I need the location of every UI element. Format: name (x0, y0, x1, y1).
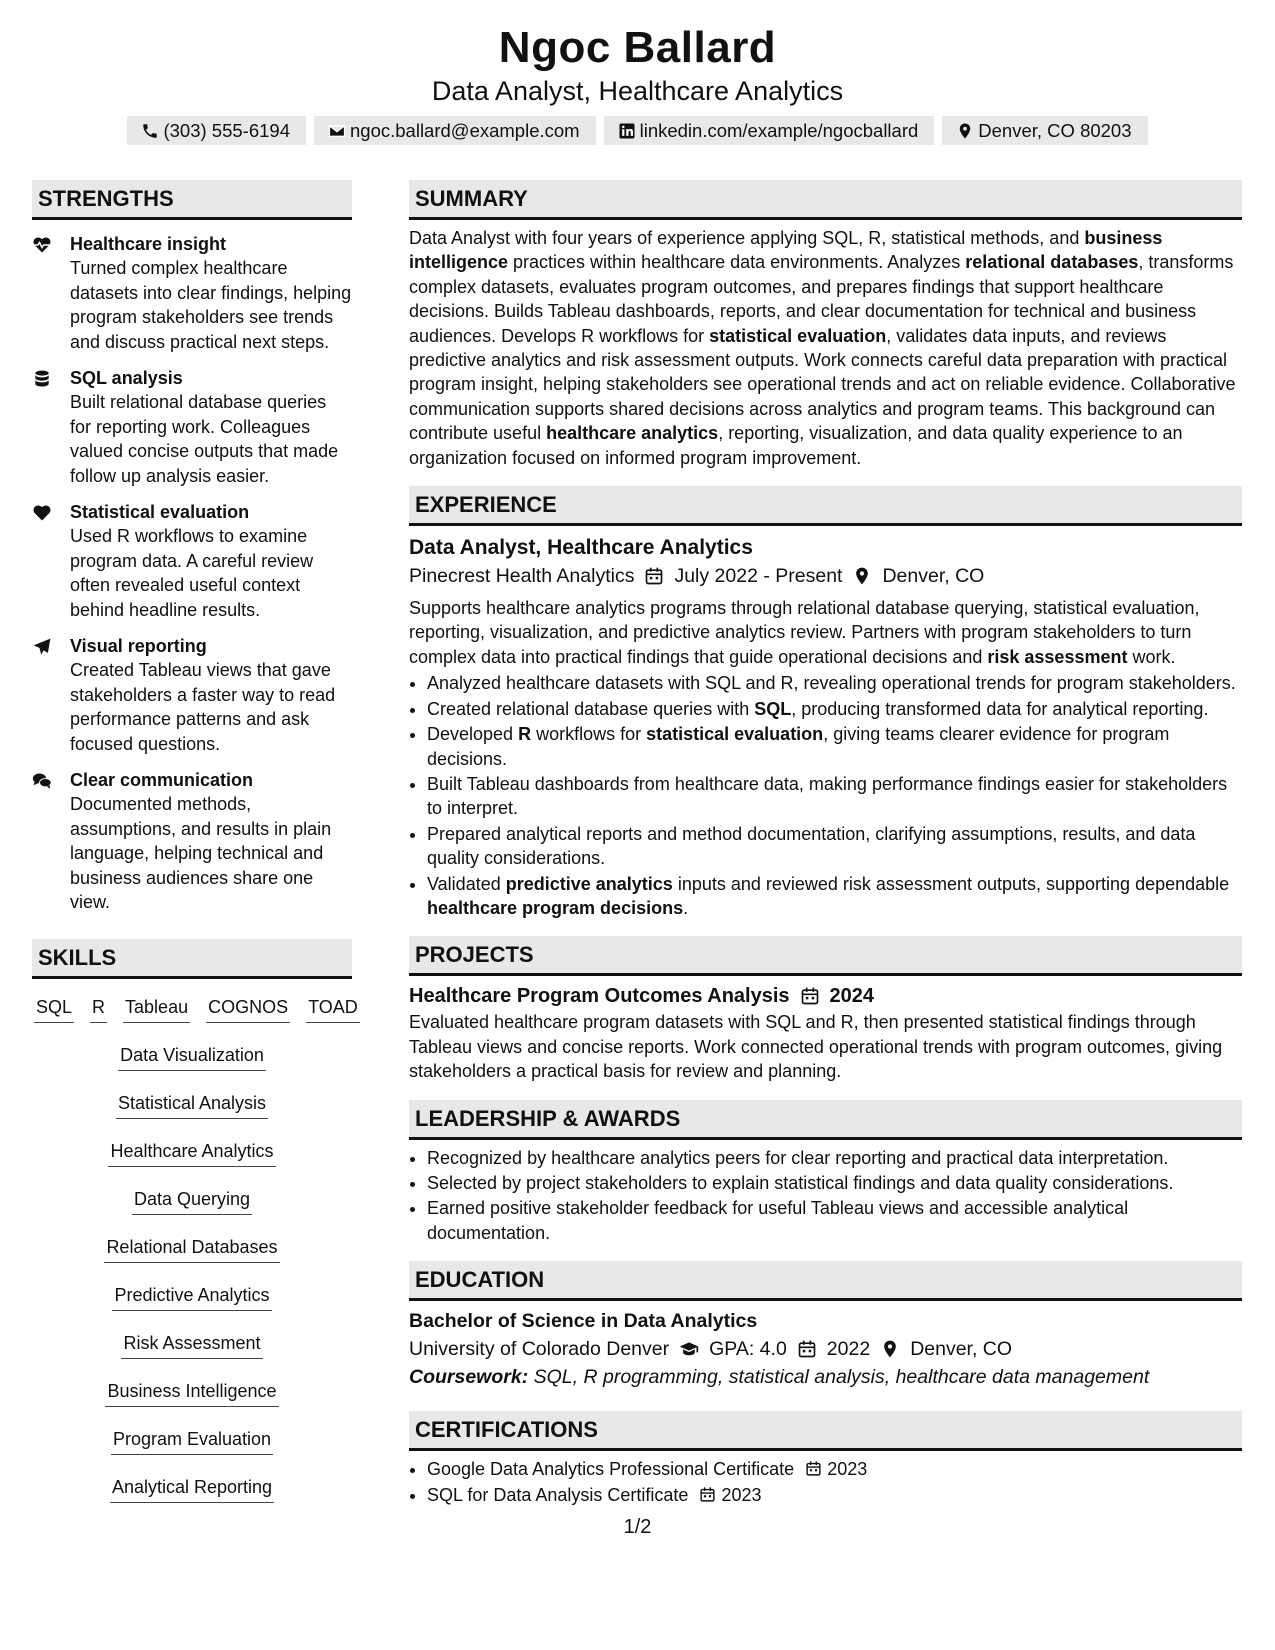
strength-desc: Turned complex healthcare datasets into clear findings, helping program stakeholders see trends and discuss practical next steps. (70, 258, 352, 352)
job-intro: Supports healthcare analytics programs through relational database querying, statistical evaluation, reporting, visualization, and predictive analytics review. Partners with program stakeholders to turn complex data into practical findings that guide operational decisions and risk assessment work. (409, 598, 1200, 667)
phone-text: (303) 555-6194 (163, 120, 290, 141)
skill-tag: Healthcare Analytics (108, 1139, 275, 1167)
skills-list (32, 1043, 352, 1503)
strength-title: Statistical evaluation (70, 502, 250, 522)
skill-tag: Tableau (123, 995, 190, 1023)
map-pin-icon (956, 122, 974, 140)
certifications-heading: CERTIFICATIONS (409, 1411, 1242, 1451)
strength-title: Clear communication (70, 770, 254, 790)
heart-icon (32, 503, 52, 523)
job-bullet: • Validated predictive analytics inputs and reviewed risk assessment outputs, supporting dependable healthcare program decisions. (427, 872, 1242, 921)
resume-body (32, 180, 1242, 1503)
certification-year: 2023 (827, 1459, 868, 1480)
job-meta (409, 562, 1242, 590)
summary-text: Data Analyst with four years of experience applying SQL, R, statistical methods, and business intelligence practices within healthcare data environments. Analyzes relational databases, transforms complex datasets, evaluates program outcomes, and prepares findings that support healthcare decisions. Builds Tableau dashboards, reports, and clear documentation for technical and business audiences. Develops R workflows for statistical evaluation, validates data inputs, and reviews predictive analytics and risk assessment outputs. Work connects careful data preparation with practical program insight, helping stakeholders see operational trends and act on reliable evidence. Collaborative communication supports shared decisions across analytics and program teams. This background can contribute useful healthcare analytics, reporting, visualization, and data quality experience to an organization focused on informed program improvement. (409, 228, 1236, 468)
strength-title: Healthcare insight (70, 234, 227, 254)
project-header (409, 982, 1242, 1010)
job-dates: July 2022 - Present (674, 565, 843, 588)
leadership-list (409, 1146, 1242, 1246)
skill-tag: R (90, 995, 107, 1023)
skill-tag: Predictive Analytics (112, 1283, 271, 1311)
projects-heading: PROJECTS (409, 936, 1242, 976)
strengths-heading: STRENGTHS (32, 180, 352, 220)
project-name: Healthcare Program Outcomes Analysis (409, 985, 790, 1008)
graduation-year: 2022 (826, 1338, 871, 1361)
summary-heading: SUMMARY (409, 180, 1242, 220)
contact-email[interactable] (314, 116, 596, 145)
job-location: Denver, CO (882, 565, 985, 588)
skill-tag: TOAD (306, 995, 360, 1023)
leadership-item: • Earned positive stakeholder feedback for useful Tableau views and accessible analytical documentation. (427, 1196, 1242, 1245)
skill-tag: Analytical Reporting (110, 1475, 274, 1503)
project-year: 2024 (829, 985, 875, 1008)
certification-year: 2023 (721, 1484, 762, 1505)
job-bullet: • Prepared analytical reports and method documentation, clarifying assumptions, results, and data quality considerations. (427, 822, 1242, 871)
skills-heading: SKILLS (32, 939, 352, 979)
location-text: Denver, CO 80203 (978, 120, 1132, 141)
calendar-icon (797, 1339, 817, 1359)
skill-tag: COGNOS (206, 995, 290, 1023)
gpa: GPA: 4.0 (709, 1338, 787, 1361)
contact-phone[interactable] (127, 116, 306, 145)
contact-location[interactable] (942, 116, 1147, 145)
contact-bar (0, 116, 1275, 145)
leadership-item: • Recognized by healthcare analytics peers for clear reporting and practical data interpretation. (427, 1146, 1242, 1170)
phone-icon (141, 122, 159, 140)
education-meta (409, 1335, 1242, 1363)
left-column (32, 180, 358, 1503)
paper-plane-icon (32, 637, 52, 657)
job-bullet: • Developed R workflows for statistical evaluation, giving teams clearer evidence for program decisions. (427, 722, 1242, 771)
school-name: University of Colorado Denver (409, 1338, 670, 1361)
job-bullet: • Created relational database queries with SQL, producing transformed data for analytical reporting. (427, 697, 1242, 721)
education-heading: EDUCATION (409, 1261, 1242, 1301)
resume-header (0, 0, 1275, 145)
calendar-icon (800, 986, 820, 1006)
strength-item (32, 366, 352, 488)
certifications-list (409, 1457, 1242, 1507)
certification-name: Google Data Analytics Professional Certificate (427, 1459, 795, 1480)
skills-row (32, 995, 358, 1023)
skill-tag: Data Querying (132, 1187, 252, 1215)
leadership-heading: LEADERSHIP & AWARDS (409, 1100, 1242, 1140)
database-icon (32, 369, 52, 389)
coursework (409, 1363, 1242, 1391)
job-bullet: • Analyzed healthcare datasets with SQL and R, revealing operational trends for program stakeholders. (427, 671, 1242, 695)
strength-item (32, 232, 352, 354)
skill-tag: SQL (34, 995, 74, 1023)
strength-title: Visual reporting (70, 636, 207, 656)
certification-item (427, 1457, 1242, 1481)
map-pin-icon (852, 566, 872, 586)
coursework-label: Coursework: (409, 1366, 529, 1389)
map-pin-icon (880, 1339, 900, 1359)
job-bullets (409, 671, 1242, 920)
comments-icon (32, 771, 52, 791)
envelope-icon (328, 122, 346, 140)
linkedin-text: linkedin.com/example/ngocballard (639, 120, 919, 141)
linkedin-icon (618, 122, 636, 140)
coursework-text: SQL, R programming, statistical analysis, healthcare data management (528, 1366, 1150, 1389)
contact-linkedin[interactable] (604, 116, 935, 145)
strength-desc: Created Tableau views that gave stakeholders a faster way to read performance patterns and ask focused questions. (70, 660, 336, 754)
skill-tag: Data Visualization (118, 1043, 266, 1071)
project-desc: Evaluated healthcare program datasets with SQL and R, then presented statistical findings through Tableau views and concise reports. Work connected operational trends with program outcomes, giving stakeholders a practical basis for review and planning. (409, 1012, 1223, 1082)
calendar-icon (699, 1486, 716, 1503)
strength-desc: Documented methods, assumptions, and results in plain language, helping technical and business audiences share one view. (70, 794, 332, 912)
strength-item (32, 500, 352, 622)
calendar-icon (644, 566, 664, 586)
right-column (409, 180, 1242, 1508)
school-location: Denver, CO (910, 1338, 1013, 1361)
graduation-cap-icon (679, 1339, 699, 1359)
skill-tag: Program Evaluation (111, 1427, 273, 1455)
company-name: Pinecrest Health Analytics (409, 565, 635, 588)
skill-tag: Relational Databases (104, 1235, 279, 1263)
strength-item (32, 768, 352, 915)
page-number: 1/2 (623, 1516, 652, 1538)
certification-item (427, 1483, 1242, 1507)
degree: Bachelor of Science in Data Analytics (409, 1310, 758, 1333)
skill-tag: Business Intelligence (105, 1379, 278, 1407)
email-text: ngoc.ballard@example.com (350, 120, 580, 141)
heartbeat-icon (32, 235, 52, 255)
calendar-icon (805, 1460, 822, 1477)
strength-desc: Used R workflows to examine program data. A careful review often revealed useful context behind headline results. (70, 526, 314, 620)
skill-tag: Statistical Analysis (116, 1091, 268, 1119)
candidate-name: Ngoc Ballard (498, 23, 777, 72)
job-bullet: • Built Tableau dashboards from healthcare data, making performance findings easier for stakeholders to interpret. (427, 772, 1242, 821)
candidate-role: Data Analyst, Healthcare Analytics (431, 76, 844, 106)
skill-tag: Risk Assessment (121, 1331, 262, 1359)
strength-title: SQL analysis (70, 368, 183, 388)
strength-item (32, 634, 352, 756)
leadership-item: • Selected by project stakeholders to explain statistical findings and data quality considerations. (427, 1171, 1242, 1195)
certification-name: SQL for Data Analysis Certificate (427, 1484, 689, 1505)
job-title: Data Analyst, Healthcare Analytics (409, 536, 753, 560)
experience-heading: EXPERIENCE (409, 486, 1242, 526)
strength-desc: Built relational database queries for reporting work. Colleagues valued concise outputs that made follow up analysis easier. (70, 392, 339, 486)
